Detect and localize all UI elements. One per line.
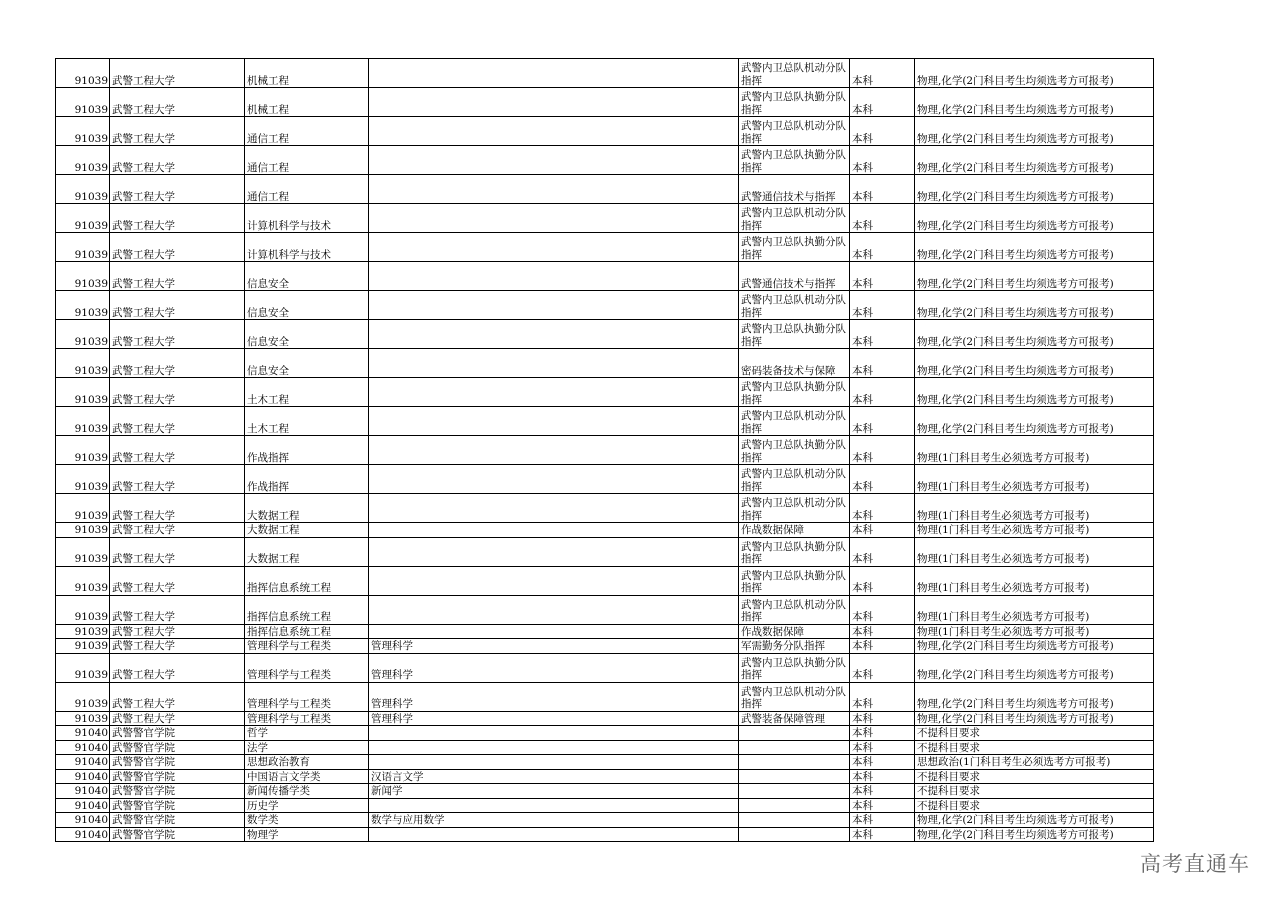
row-code: 91039 <box>56 639 110 654</box>
table-row <box>56 436 1154 465</box>
row-sub-major: 汉语言文学 <box>369 769 739 784</box>
row-code: 91039 <box>56 624 110 639</box>
row-direction: 武警内卫总队执勤分队指挥 <box>739 88 850 117</box>
row-level: 本科 <box>850 827 915 842</box>
row-major: 物理学 <box>245 827 369 842</box>
row-code: 91039 <box>56 349 110 378</box>
row-sub-major <box>369 595 739 624</box>
table-row <box>56 204 1154 233</box>
row-requirement: 不提科目要求 <box>915 726 1154 741</box>
row-requirement: 物理,化学(2门科目考生均须选考方可报考) <box>915 682 1154 711</box>
row-direction: 武警内卫总队执勤分队指挥 <box>739 566 850 595</box>
table-row <box>56 233 1154 262</box>
table-row <box>56 59 1154 88</box>
row-major: 机械工程 <box>245 59 369 88</box>
row-level: 本科 <box>850 175 915 204</box>
row-code: 91039 <box>56 537 110 566</box>
row-major: 通信工程 <box>245 175 369 204</box>
row-major: 机械工程 <box>245 88 369 117</box>
table-row <box>56 813 1154 828</box>
row-major: 数学类 <box>245 813 369 828</box>
row-requirement: 物理(1门科目考生必须选考方可报考) <box>915 523 1154 538</box>
table-row <box>56 827 1154 842</box>
row-level: 本科 <box>850 595 915 624</box>
row-sub-major: 新闻学 <box>369 784 739 799</box>
row-sub-major: 管理科学 <box>369 653 739 682</box>
row-direction: 作战数据保障 <box>739 523 850 538</box>
row-code: 91039 <box>56 291 110 320</box>
row-level: 本科 <box>850 59 915 88</box>
row-sub-major: 数学与应用数学 <box>369 813 739 828</box>
row-requirement: 不提科目要求 <box>915 769 1154 784</box>
row-requirement: 物理,化学(2门科目考生均须选考方可报考) <box>915 378 1154 407</box>
row-level: 本科 <box>850 436 915 465</box>
row-code: 91039 <box>56 233 110 262</box>
row-code: 91040 <box>56 784 110 799</box>
table-row <box>56 653 1154 682</box>
row-school: 武警工程大学 <box>110 88 245 117</box>
row-level: 本科 <box>850 378 915 407</box>
row-major: 信息安全 <box>245 291 369 320</box>
row-requirement: 物理,化学(2门科目考生均须选考方可报考) <box>915 320 1154 349</box>
row-sub-major: 管理科学 <box>369 639 739 654</box>
row-sub-major <box>369 537 739 566</box>
row-requirement: 物理,化学(2门科目考生均须选考方可报考) <box>915 146 1154 175</box>
row-major: 中国语言文学类 <box>245 769 369 784</box>
table-row <box>56 566 1154 595</box>
row-requirement: 物理(1门科目考生必须选考方可报考) <box>915 494 1154 523</box>
row-requirement: 物理(1门科目考生必须选考方可报考) <box>915 537 1154 566</box>
row-school: 武警警官学院 <box>110 798 245 813</box>
row-requirement: 物理(1门科目考生必须选考方可报考) <box>915 465 1154 494</box>
row-level: 本科 <box>850 291 915 320</box>
table-row <box>56 465 1154 494</box>
row-direction: 密码装备技术与保障 <box>739 349 850 378</box>
row-requirement: 物理,化学(2门科目考生均须选考方可报考) <box>915 827 1154 842</box>
table-row <box>56 682 1154 711</box>
row-code: 91039 <box>56 407 110 436</box>
row-major: 大数据工程 <box>245 494 369 523</box>
row-school: 武警工程大学 <box>110 291 245 320</box>
row-major: 管理科学与工程类 <box>245 682 369 711</box>
row-code: 91040 <box>56 726 110 741</box>
row-school: 武警工程大学 <box>110 117 245 146</box>
row-code: 91039 <box>56 59 110 88</box>
row-requirement: 物理(1门科目考生必须选考方可报考) <box>915 436 1154 465</box>
table-row <box>56 88 1154 117</box>
row-level: 本科 <box>850 233 915 262</box>
row-school: 武警工程大学 <box>110 378 245 407</box>
row-level: 本科 <box>850 566 915 595</box>
row-level: 本科 <box>850 117 915 146</box>
row-school: 武警工程大学 <box>110 204 245 233</box>
row-major: 作战指挥 <box>245 436 369 465</box>
row-requirement: 物理,化学(2门科目考生均须选考方可报考) <box>915 653 1154 682</box>
row-sub-major <box>369 88 739 117</box>
row-sub-major <box>369 740 739 755</box>
row-direction: 武警内卫总队执勤分队指挥 <box>739 233 850 262</box>
row-school: 武警工程大学 <box>110 624 245 639</box>
row-school: 武警工程大学 <box>110 436 245 465</box>
row-sub-major <box>369 146 739 175</box>
table-row <box>56 378 1154 407</box>
row-level: 本科 <box>850 465 915 494</box>
table-row <box>56 595 1154 624</box>
row-code: 91039 <box>56 146 110 175</box>
row-requirement: 物理,化学(2门科目考生均须选考方可报考) <box>915 349 1154 378</box>
table-row <box>56 711 1154 726</box>
row-direction: 武警通信技术与指挥 <box>739 262 850 291</box>
row-level: 本科 <box>850 784 915 799</box>
row-major: 指挥信息系统工程 <box>245 566 369 595</box>
row-requirement: 物理,化学(2门科目考生均须选考方可报考) <box>915 88 1154 117</box>
row-requirement: 思想政治(1门科目考生必须选考方可报考) <box>915 755 1154 770</box>
row-school: 武警工程大学 <box>110 711 245 726</box>
row-direction <box>739 755 850 770</box>
table-row <box>56 407 1154 436</box>
row-major: 计算机科学与技术 <box>245 233 369 262</box>
row-sub-major <box>369 465 739 494</box>
row-requirement: 不提科目要求 <box>915 740 1154 755</box>
table-row <box>56 726 1154 741</box>
row-sub-major <box>369 726 739 741</box>
row-major: 信息安全 <box>245 320 369 349</box>
row-major: 计算机科学与技术 <box>245 204 369 233</box>
row-direction: 武警内卫总队机动分队指挥 <box>739 595 850 624</box>
row-level: 本科 <box>850 407 915 436</box>
row-direction: 武警装备保障管理 <box>739 711 850 726</box>
row-sub-major: 管理科学 <box>369 682 739 711</box>
row-sub-major <box>369 523 739 538</box>
row-code: 91039 <box>56 88 110 117</box>
row-code: 91040 <box>56 769 110 784</box>
row-level: 本科 <box>850 349 915 378</box>
row-major: 通信工程 <box>245 146 369 175</box>
row-school: 武警工程大学 <box>110 537 245 566</box>
row-school: 武警工程大学 <box>110 595 245 624</box>
row-level: 本科 <box>850 624 915 639</box>
row-code: 91040 <box>56 740 110 755</box>
table-row <box>56 784 1154 799</box>
row-code: 91039 <box>56 436 110 465</box>
table-row <box>56 523 1154 538</box>
row-direction: 武警内卫总队机动分队指挥 <box>739 494 850 523</box>
row-requirement: 物理,化学(2门科目考生均须选考方可报考) <box>915 59 1154 88</box>
row-code: 91039 <box>56 204 110 233</box>
row-major: 指挥信息系统工程 <box>245 595 369 624</box>
row-level: 本科 <box>850 88 915 117</box>
row-school: 武警警官学院 <box>110 827 245 842</box>
row-sub-major <box>369 755 739 770</box>
admission-table <box>55 58 1154 842</box>
row-sub-major <box>369 566 739 595</box>
row-school: 武警工程大学 <box>110 262 245 291</box>
row-direction: 武警内卫总队执勤分队指挥 <box>739 146 850 175</box>
row-school: 武警工程大学 <box>110 320 245 349</box>
row-level: 本科 <box>850 755 915 770</box>
table-row <box>56 755 1154 770</box>
table-row <box>56 146 1154 175</box>
row-direction: 武警内卫总队机动分队指挥 <box>739 682 850 711</box>
row-requirement: 物理(1门科目考生必须选考方可报考) <box>915 624 1154 639</box>
row-school: 武警工程大学 <box>110 523 245 538</box>
row-code: 91039 <box>56 566 110 595</box>
row-direction: 武警内卫总队机动分队指挥 <box>739 59 850 88</box>
row-level: 本科 <box>850 320 915 349</box>
row-school: 武警警官学院 <box>110 813 245 828</box>
row-school: 武警工程大学 <box>110 639 245 654</box>
row-sub-major <box>369 233 739 262</box>
row-direction: 作战数据保障 <box>739 624 850 639</box>
row-major: 历史学 <box>245 798 369 813</box>
row-school: 武警工程大学 <box>110 146 245 175</box>
row-code: 91039 <box>56 262 110 291</box>
row-sub-major <box>369 320 739 349</box>
row-level: 本科 <box>850 726 915 741</box>
row-code: 91039 <box>56 653 110 682</box>
row-school: 武警工程大学 <box>110 175 245 204</box>
row-major: 法学 <box>245 740 369 755</box>
row-sub-major <box>369 262 739 291</box>
row-direction <box>739 726 850 741</box>
table-row <box>56 117 1154 146</box>
row-direction: 武警内卫总队机动分队指挥 <box>739 291 850 320</box>
row-major: 信息安全 <box>245 262 369 291</box>
row-school: 武警工程大学 <box>110 465 245 494</box>
row-code: 91039 <box>56 682 110 711</box>
row-direction: 武警内卫总队执勤分队指挥 <box>739 653 850 682</box>
row-major: 新闻传播学类 <box>245 784 369 799</box>
row-direction: 武警内卫总队机动分队指挥 <box>739 204 850 233</box>
row-code: 91039 <box>56 465 110 494</box>
row-requirement: 物理,化学(2门科目考生均须选考方可报考) <box>915 711 1154 726</box>
table-row <box>56 494 1154 523</box>
row-level: 本科 <box>850 769 915 784</box>
row-direction: 武警内卫总队机动分队指挥 <box>739 407 850 436</box>
row-requirement: 物理,化学(2门科目考生均须选考方可报考) <box>915 233 1154 262</box>
table-row <box>56 320 1154 349</box>
row-major: 信息安全 <box>245 349 369 378</box>
row-direction <box>739 827 850 842</box>
row-school: 武警警官学院 <box>110 755 245 770</box>
row-direction <box>739 798 850 813</box>
row-code: 91039 <box>56 117 110 146</box>
row-major: 指挥信息系统工程 <box>245 624 369 639</box>
row-sub-major <box>369 204 739 233</box>
table-row <box>56 291 1154 320</box>
row-level: 本科 <box>850 262 915 291</box>
row-code: 91040 <box>56 798 110 813</box>
row-sub-major <box>369 798 739 813</box>
row-level: 本科 <box>850 204 915 233</box>
row-school: 武警工程大学 <box>110 349 245 378</box>
row-direction: 武警内卫总队执勤分队指挥 <box>739 378 850 407</box>
table-row <box>56 349 1154 378</box>
row-level: 本科 <box>850 798 915 813</box>
row-sub-major <box>369 494 739 523</box>
row-major: 作战指挥 <box>245 465 369 494</box>
row-school: 武警工程大学 <box>110 566 245 595</box>
row-level: 本科 <box>850 740 915 755</box>
row-school: 武警工程大学 <box>110 494 245 523</box>
row-major: 大数据工程 <box>245 537 369 566</box>
row-code: 91040 <box>56 755 110 770</box>
row-school: 武警工程大学 <box>110 682 245 711</box>
row-level: 本科 <box>850 653 915 682</box>
row-sub-major <box>369 624 739 639</box>
row-code: 91039 <box>56 494 110 523</box>
row-requirement: 物理,化学(2门科目考生均须选考方可报考) <box>915 262 1154 291</box>
row-requirement: 物理,化学(2门科目考生均须选考方可报考) <box>915 813 1154 828</box>
row-major: 管理科学与工程类 <box>245 653 369 682</box>
row-level: 本科 <box>850 813 915 828</box>
row-requirement: 不提科目要求 <box>915 784 1154 799</box>
row-code: 91040 <box>56 827 110 842</box>
row-school: 武警警官学院 <box>110 769 245 784</box>
row-major: 思想政治教育 <box>245 755 369 770</box>
row-sub-major <box>369 117 739 146</box>
row-level: 本科 <box>850 146 915 175</box>
row-sub-major <box>369 407 739 436</box>
row-code: 91039 <box>56 595 110 624</box>
table-row <box>56 175 1154 204</box>
row-sub-major <box>369 349 739 378</box>
row-requirement: 物理,化学(2门科目考生均须选考方可报考) <box>915 639 1154 654</box>
row-level: 本科 <box>850 682 915 711</box>
row-school: 武警警官学院 <box>110 726 245 741</box>
row-major: 管理科学与工程类 <box>245 639 369 654</box>
row-major: 土木工程 <box>245 407 369 436</box>
row-direction: 军需勤务分队指挥 <box>739 639 850 654</box>
row-major: 通信工程 <box>245 117 369 146</box>
watermark-logo: 高考直通车 <box>1140 852 1250 876</box>
row-sub-major <box>369 378 739 407</box>
row-code: 91039 <box>56 711 110 726</box>
row-requirement: 物理,化学(2门科目考生均须选考方可报考) <box>915 407 1154 436</box>
row-requirement: 物理,化学(2门科目考生均须选考方可报考) <box>915 117 1154 146</box>
row-sub-major <box>369 291 739 320</box>
row-school: 武警工程大学 <box>110 407 245 436</box>
row-code: 91039 <box>56 378 110 407</box>
row-requirement: 物理,化学(2门科目考生均须选考方可报考) <box>915 175 1154 204</box>
row-sub-major: 管理科学 <box>369 711 739 726</box>
row-school: 武警警官学院 <box>110 740 245 755</box>
row-sub-major <box>369 59 739 88</box>
table-row <box>56 262 1154 291</box>
row-school: 武警工程大学 <box>110 233 245 262</box>
row-major: 哲学 <box>245 726 369 741</box>
table-row <box>56 798 1154 813</box>
row-requirement: 不提科目要求 <box>915 798 1154 813</box>
row-direction <box>739 769 850 784</box>
table-row <box>56 740 1154 755</box>
row-code: 91039 <box>56 175 110 204</box>
row-requirement: 物理(1门科目考生必须选考方可报考) <box>915 566 1154 595</box>
row-direction <box>739 813 850 828</box>
row-sub-major <box>369 827 739 842</box>
row-requirement: 物理(1门科目考生必须选考方可报考) <box>915 595 1154 624</box>
row-school: 武警警官学院 <box>110 784 245 799</box>
row-level: 本科 <box>850 537 915 566</box>
row-direction: 武警内卫总队执勤分队指挥 <box>739 320 850 349</box>
row-code: 91040 <box>56 813 110 828</box>
row-requirement: 物理,化学(2门科目考生均须选考方可报考) <box>915 291 1154 320</box>
row-sub-major <box>369 436 739 465</box>
row-direction: 武警内卫总队机动分队指挥 <box>739 465 850 494</box>
row-level: 本科 <box>850 523 915 538</box>
row-level: 本科 <box>850 639 915 654</box>
row-school: 武警工程大学 <box>110 59 245 88</box>
row-major: 管理科学与工程类 <box>245 711 369 726</box>
row-level: 本科 <box>850 494 915 523</box>
row-code: 91039 <box>56 523 110 538</box>
table-row <box>56 639 1154 654</box>
row-major: 大数据工程 <box>245 523 369 538</box>
row-major: 土木工程 <box>245 378 369 407</box>
row-level: 本科 <box>850 711 915 726</box>
row-direction <box>739 740 850 755</box>
row-code: 91039 <box>56 320 110 349</box>
row-sub-major <box>369 175 739 204</box>
table-row <box>56 537 1154 566</box>
table-row <box>56 624 1154 639</box>
row-direction: 武警内卫总队执勤分队指挥 <box>739 436 850 465</box>
row-requirement: 物理,化学(2门科目考生均须选考方可报考) <box>915 204 1154 233</box>
row-direction: 武警内卫总队执勤分队指挥 <box>739 537 850 566</box>
row-direction <box>739 784 850 799</box>
row-direction: 武警内卫总队机动分队指挥 <box>739 117 850 146</box>
row-direction: 武警通信技术与指挥 <box>739 175 850 204</box>
row-school: 武警工程大学 <box>110 653 245 682</box>
table-row <box>56 769 1154 784</box>
